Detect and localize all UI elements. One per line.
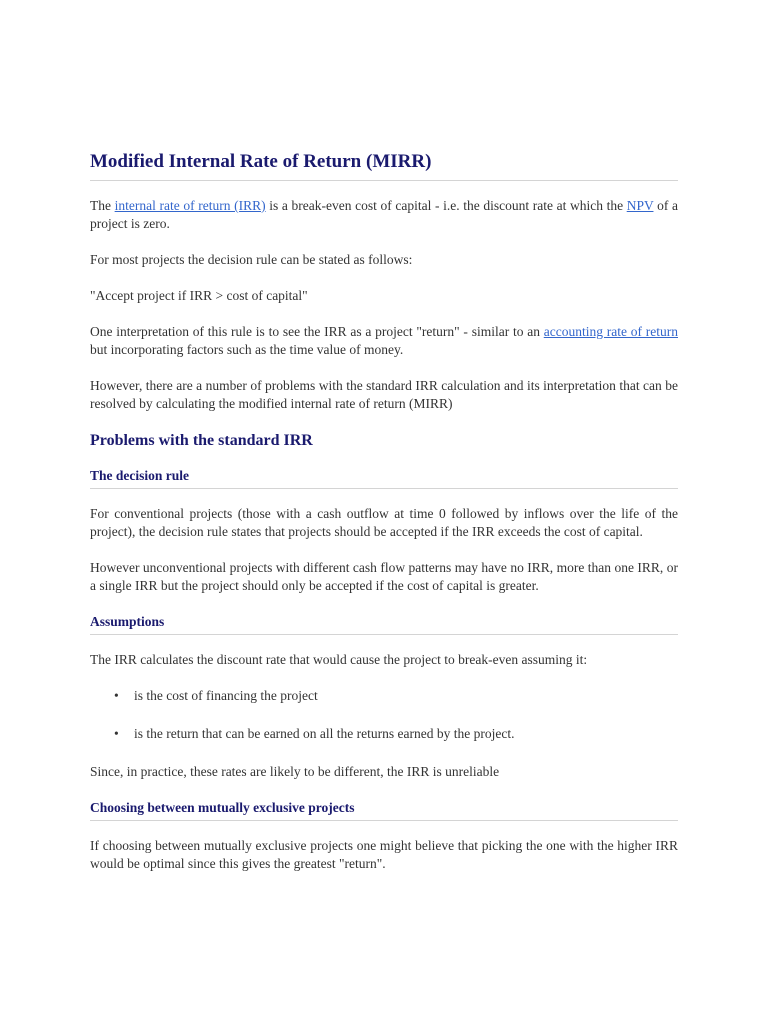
- assumptions-paragraph-2: Since, in practice, these rates are likely to be different, the IRR is unreliable: [90, 764, 500, 779]
- mutually-exclusive-paragraph-1: If choosing between mutually exclusive projects one might believe that picking the one with the higher IRR would be optimal since this gives the greatest "return".: [90, 838, 678, 871]
- intro-text-pre: The: [90, 198, 115, 213]
- subheading-mutually-exclusive: Choosing between mutually exclusive projects: [90, 799, 678, 821]
- decision-rule-paragraph-2: However unconventional projects with different cash flow patterns may have no IRR, more than one IRR, or a single IRR but the project should only be accepted if the cost of capital is greater.: [90, 560, 678, 593]
- assumptions-paragraph-1: The IRR calculates the discount rate that would cause the project to break-even assuming it:: [90, 652, 588, 667]
- subheading-assumptions: Assumptions: [90, 613, 678, 635]
- list-item: [114, 725, 678, 743]
- interpretation-text-pre: One interpretation of this rule is to see the IRR as a project "return" - similar to an: [90, 324, 544, 339]
- list-item: [114, 687, 678, 705]
- intro-paragraph-irr: [90, 197, 678, 233]
- article: [90, 150, 678, 891]
- bullet-icon: •: [114, 688, 119, 703]
- decision-rule-paragraph-1: For conventional projects (those with a cash outflow at time 0 followed by inflows over the life of the project), the decision rule states that projects should be accepted if the IRR exceeds the cost of capital.: [90, 506, 678, 539]
- interpretation-text-post: but incorporating factors such as the time value of money.: [90, 342, 404, 357]
- list-item-text: is the cost of financing the project: [134, 688, 318, 703]
- npv-link[interactable]: NPV: [626, 198, 654, 213]
- accounting-rate-link[interactable]: accounting rate of return: [543, 324, 678, 339]
- intro-paragraph-decision-rule: For most projects the decision rule can be stated as follows:: [90, 252, 413, 267]
- subheading-decision-rule: The decision rule: [90, 467, 678, 489]
- intro-paragraph-quote: "Accept project if IRR > cost of capital": [90, 288, 308, 303]
- list-item-text: is the return that can be earned on all the returns earned by the project.: [134, 726, 515, 741]
- intro-text-mid: is a break-even cost of capital - i.e. the discount rate at which the: [265, 198, 627, 213]
- irr-link[interactable]: internal rate of return (IRR): [114, 198, 266, 213]
- section-heading-problems: Problems with the standard IRR: [90, 432, 313, 449]
- assumptions-list: [90, 687, 678, 743]
- page-title: Modified Internal Rate of Return (MIRR): [90, 150, 678, 181]
- bullet-icon: •: [114, 726, 119, 741]
- intro-text-post: of a project is zero.: [90, 198, 678, 231]
- intro-paragraph-problems: However, there are a number of problems with the standard IRR calculation and its interpretation that can be resolved by calculating the modified internal rate of return (MIRR): [90, 378, 678, 411]
- intro-paragraph-interpretation: [90, 323, 678, 359]
